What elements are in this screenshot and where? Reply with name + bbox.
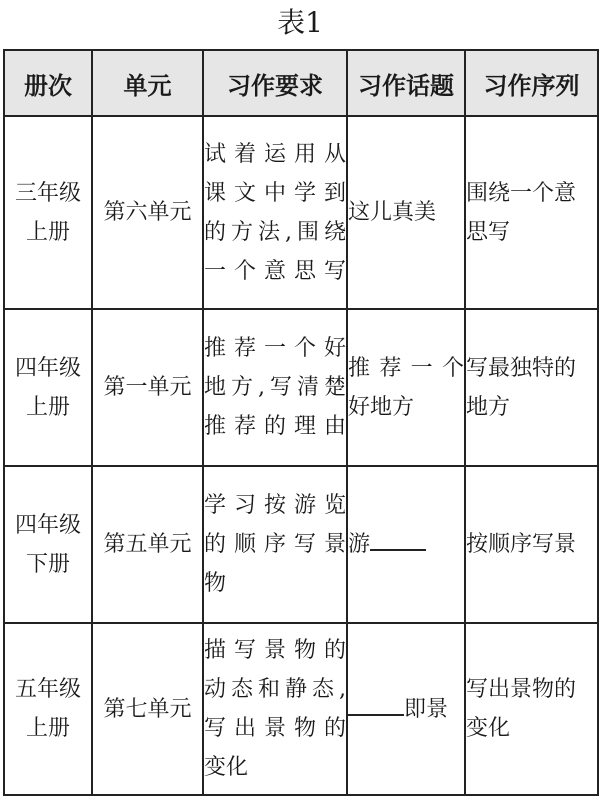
volume-term: 上册 xyxy=(25,716,70,741)
volume-grade: 四年级 xyxy=(14,355,81,381)
requirement-cell xyxy=(203,623,347,795)
requirement-line: 一个意思写 xyxy=(204,258,346,284)
header-volume: 册次 xyxy=(4,50,92,116)
unit-cell: 第七单元 xyxy=(92,623,203,795)
requirement-line: 试着运用从 xyxy=(204,141,346,167)
sequence-line: 围绕一个意 xyxy=(466,180,577,206)
topic-suffix: 即景 xyxy=(404,696,449,722)
header-topic: 习作话题 xyxy=(347,50,465,116)
writing-table xyxy=(3,49,599,796)
requirement-line: 地方,写清楚 xyxy=(204,375,346,400)
requirement-line: 动态和静态, xyxy=(204,677,346,702)
requirement-line: 描写景物的 xyxy=(204,638,346,663)
requirement-cell xyxy=(203,116,347,309)
sequence-cell: 按顺序写景 xyxy=(465,466,598,623)
requirement-line: 推荐的理由 xyxy=(204,414,346,439)
topic-cell xyxy=(347,309,465,466)
header-unit: 单元 xyxy=(92,50,203,116)
topic-prefix: 游 xyxy=(348,532,371,557)
volume-cell xyxy=(4,623,92,795)
sequence-line: 变化 xyxy=(466,716,511,741)
volume-term: 下册 xyxy=(25,551,70,577)
topic-cell xyxy=(347,623,465,795)
unit-cell: 第六单元 xyxy=(92,116,203,309)
topic-cell: 这儿真美 xyxy=(347,116,465,309)
header-sequence: 习作序列 xyxy=(465,50,598,116)
unit-cell: 第一单元 xyxy=(92,309,203,466)
requirement-cell xyxy=(203,466,347,623)
fill-in-blank xyxy=(370,525,426,551)
header-requirement: 习作要求 xyxy=(203,50,347,116)
table-row xyxy=(4,623,598,795)
sequence-line: 写最独特的 xyxy=(466,355,577,381)
requirement-line: 推荐一个好 xyxy=(204,336,346,361)
sequence-cell xyxy=(465,623,598,795)
requirement-line: 写出景物的 xyxy=(204,716,346,741)
table-row xyxy=(4,466,598,623)
table-row xyxy=(4,116,598,309)
volume-grade: 四年级 xyxy=(14,512,81,538)
header-row xyxy=(4,50,598,116)
volume-cell xyxy=(4,116,92,309)
requirement-line: 变化 xyxy=(204,755,249,780)
volume-term: 上册 xyxy=(25,219,70,245)
sequence-cell xyxy=(465,116,598,309)
fill-in-blank xyxy=(348,690,404,716)
sequence-line: 写出景物的 xyxy=(466,677,577,702)
sequence-line: 思写 xyxy=(466,219,511,245)
table-row xyxy=(4,309,598,466)
topic-line: 好地方 xyxy=(348,394,415,420)
requirement-line: 的方法,围绕 xyxy=(204,219,346,245)
topic-line: 推荐一个 xyxy=(348,355,464,381)
volume-cell xyxy=(4,466,92,623)
unit-cell: 第五单元 xyxy=(92,466,203,623)
volume-grade: 五年级 xyxy=(14,677,81,702)
sequence-cell xyxy=(465,309,598,466)
requirement-line: 物 xyxy=(204,571,227,596)
requirement-line: 学习按游览 xyxy=(204,493,346,518)
requirement-cell xyxy=(203,309,347,466)
volume-cell xyxy=(4,309,92,466)
requirement-line: 的顺序写景 xyxy=(204,532,346,557)
requirement-line: 课文中学到 xyxy=(204,180,346,206)
volume-term: 上册 xyxy=(25,394,70,420)
table-caption: 表1 xyxy=(277,6,323,39)
sequence-line: 地方 xyxy=(466,394,511,420)
topic-cell xyxy=(347,466,465,623)
volume-grade: 三年级 xyxy=(14,180,81,206)
